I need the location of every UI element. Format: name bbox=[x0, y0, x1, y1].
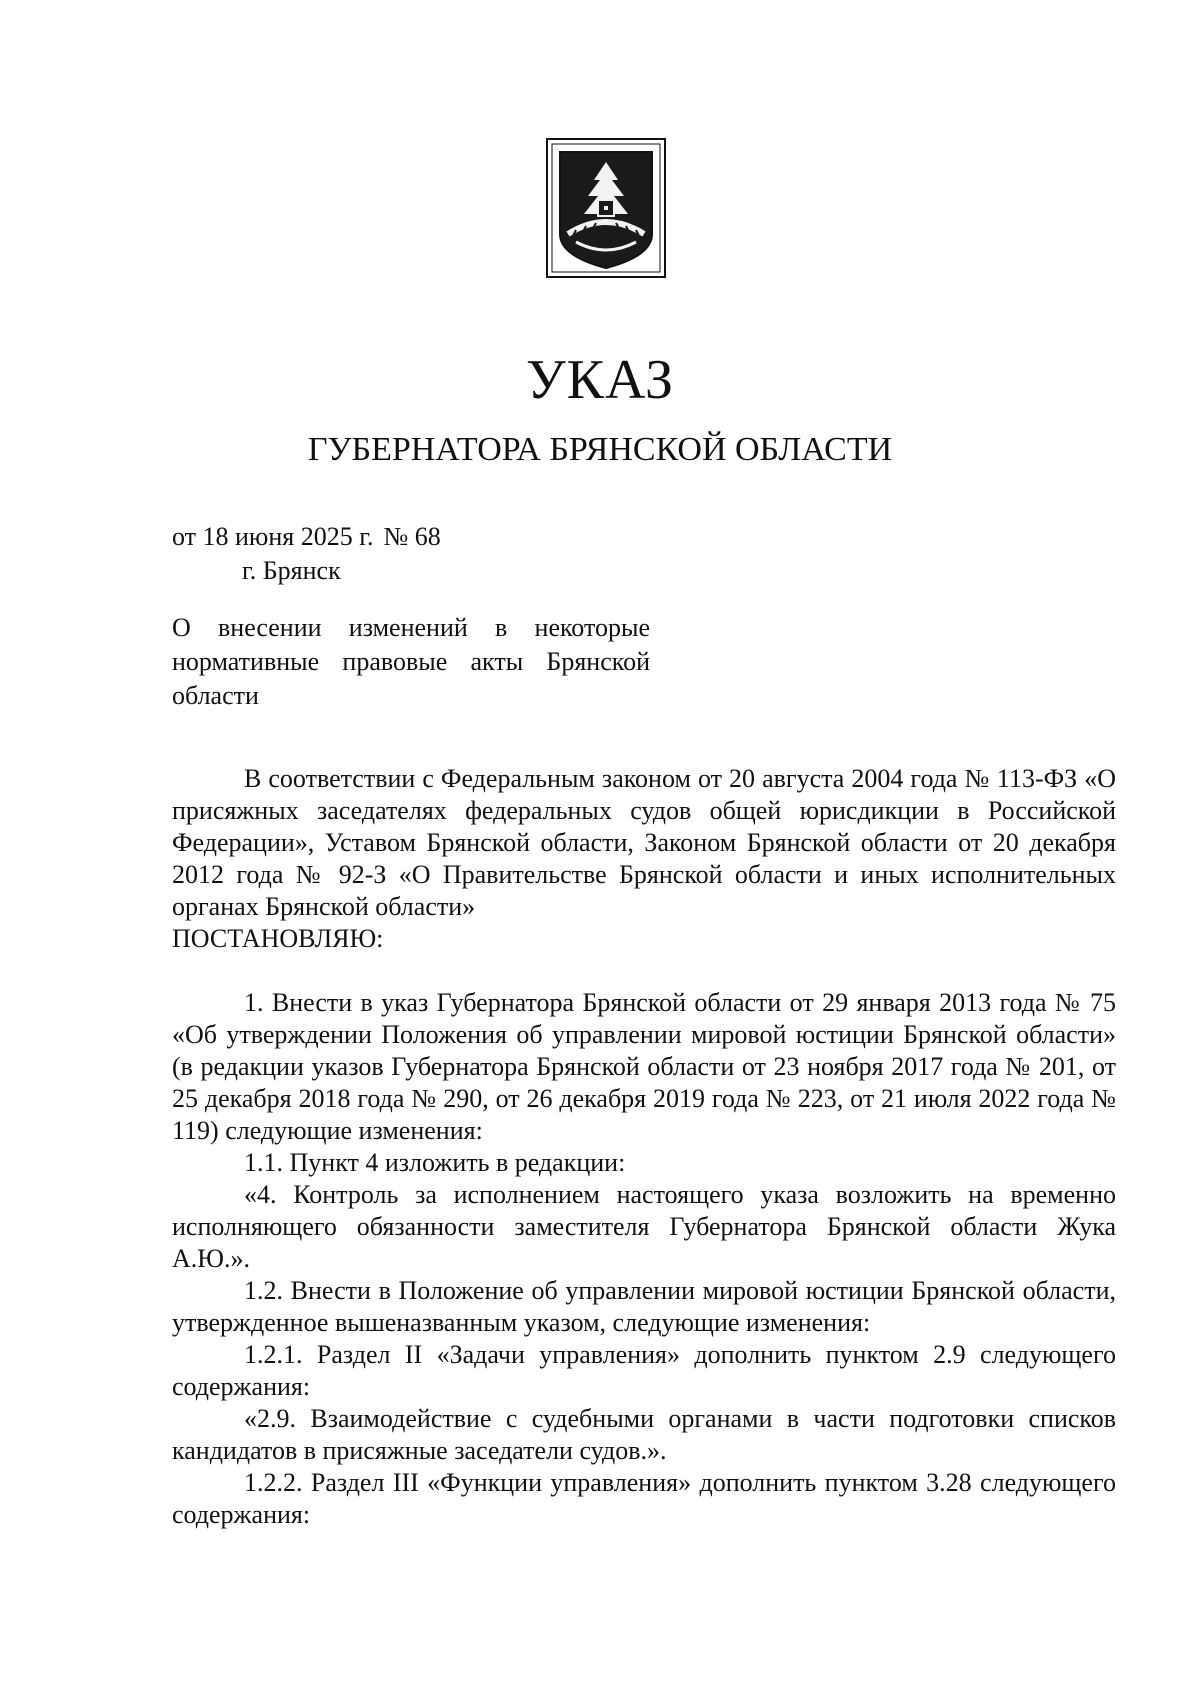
body-paragraph: 1.2.2. Раздел III «Функции управления» дополнить пунктом 3.28 следующего содержания: bbox=[172, 1468, 1116, 1529]
preamble-paragraph: В соответствии с Федеральным законом от 20 августа 2004 года № 113-ФЗ «О присяжных заседателях федеральных судов общей юрисдикции в Российской Федерации», Уставом Брянской области, Законом Брянской области от 20 декабря 2012 года № 92-З «О Правительстве Брянской области и иных исполнительных органах Брянской области» bbox=[172, 764, 1116, 921]
date-line bbox=[172, 520, 772, 554]
document-meta bbox=[172, 520, 772, 588]
body-paragraph: 1.2.1. Раздел II «Задачи управления» дополнить пунктом 2.9 следующего содержания: bbox=[172, 1340, 1116, 1401]
document-city: г. Брянск bbox=[242, 556, 341, 585]
body-paragraph: 1.2. Внести в Положение об управлении мировой юстиции Брянской области, утвержденное вышеназванным указом, следующие изменения: bbox=[172, 1276, 1116, 1337]
body-paragraph: «2.9. Взаимодействие с судебными органами в части подготовки списков кандидатов в присяжные заседатели судов.». bbox=[172, 1404, 1116, 1465]
coat-of-arms-icon bbox=[546, 138, 666, 278]
document-number: № 68 bbox=[383, 522, 441, 551]
document-subtitle: ГУБЕРНАТОРА БРЯНСКОЙ ОБЛАСТИ bbox=[307, 431, 893, 468]
document-date: от 18 июня 2025 г. bbox=[172, 522, 374, 551]
document-title: УКАЗ bbox=[525, 349, 675, 411]
decree-word: ПОСТАНОВЛЯЮ: bbox=[172, 924, 384, 953]
document-subject: О внесении изменений в некоторые нормативные правовые акты Брянской области bbox=[172, 613, 650, 710]
body-paragraph: 1.1. Пункт 4 изложить в редакции: bbox=[244, 1148, 626, 1177]
body-paragraph: 1. Внести в указ Губернатора Брянской области от 29 января 2013 года № 75 «Об утверждении Положения об управлении мировой юстиции Брянской области» (в редакции указов Губернатора Брянской области от 23 ноября 2017 года № 201, от 25 декабря 2018 года № 290, от 26 декабря 2019 года № 223, от 21 июля 2022 года № 119) следующие изменения: bbox=[172, 988, 1116, 1145]
body-paragraph: «4. Контроль за исполнением настоящего указа возложить на временно исполняющего обязанности заместителя Губернатора Брянской области Жука А.Ю.». bbox=[172, 1180, 1116, 1273]
document-body bbox=[172, 763, 1116, 1531]
